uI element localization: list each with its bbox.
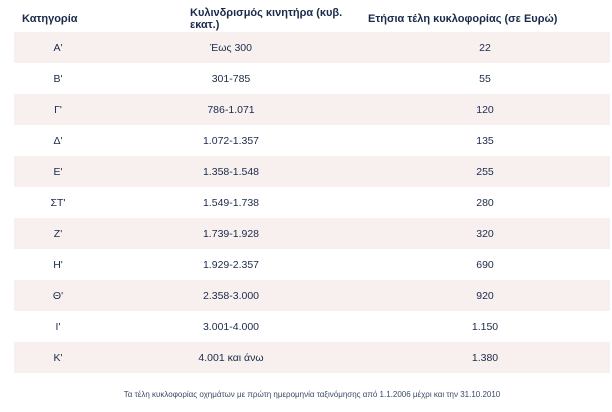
capacity-cell: 4.001 και άνω <box>102 342 360 373</box>
fee-cell: 255 <box>360 156 610 187</box>
category-cell: Α' <box>14 32 102 63</box>
capacity-cell: 1.358-1.548 <box>102 156 360 187</box>
table-header <box>14 6 610 32</box>
category-cell: Ζ' <box>14 218 102 249</box>
category-cell: Θ' <box>14 280 102 311</box>
table-row <box>14 187 610 218</box>
fee-cell: 320 <box>360 218 610 249</box>
circulation-fees-table <box>14 6 610 373</box>
capacity-cell: 2.358-3.000 <box>102 280 360 311</box>
table-row <box>14 63 610 94</box>
table-row <box>14 94 610 125</box>
category-cell: Δ' <box>14 125 102 156</box>
category-cell: Ε' <box>14 156 102 187</box>
capacity-cell: 1.929-2.357 <box>102 249 360 280</box>
table-row <box>14 280 610 311</box>
table-row <box>14 249 610 280</box>
table-row <box>14 311 610 342</box>
table-footnote: Τα τέλη κυκλοφορίας οχημάτων με πρώτη ημερομηνία ταξινόμησης από 1.1.2006 μέχρι και την 31.10.2010 <box>123 390 501 399</box>
capacity-cell: Έως 300 <box>102 32 360 63</box>
table-row <box>14 218 610 249</box>
fee-cell: 1.150 <box>360 311 610 342</box>
capacity-cell: 301-785 <box>102 63 360 94</box>
fee-cell: 920 <box>360 280 610 311</box>
table-row <box>14 342 610 373</box>
capacity-cell: 786-1.071 <box>102 94 360 125</box>
fee-cell: 120 <box>360 94 610 125</box>
capacity-cell: 3.001-4.000 <box>102 311 360 342</box>
header-category: Κατηγορία <box>22 13 78 25</box>
category-cell: ΣΤ' <box>14 187 102 218</box>
fee-cell: 55 <box>360 63 610 94</box>
capacity-cell: 1.739-1.928 <box>102 218 360 249</box>
capacity-cell: 1.549-1.738 <box>102 187 360 218</box>
fee-cell: 280 <box>360 187 610 218</box>
fee-cell: 1.380 <box>360 342 610 373</box>
category-cell: Ι' <box>14 311 102 342</box>
fee-cell: 22 <box>360 32 610 63</box>
fee-cell: 135 <box>360 125 610 156</box>
header-engine-capacity: Κυλινδρισμός κινητήρα (κυβ. εκατ.) <box>190 7 343 31</box>
table-body <box>14 32 610 373</box>
category-cell: Η' <box>14 249 102 280</box>
category-cell: Γ' <box>14 94 102 125</box>
fee-cell: 690 <box>360 249 610 280</box>
category-cell: Κ' <box>14 342 102 373</box>
header-row <box>14 6 610 32</box>
header-annual-fee: Ετήσια τέλη κυκλοφορίας (σε Ευρώ) <box>368 13 558 25</box>
table-row <box>14 156 610 187</box>
table-row <box>14 32 610 63</box>
table-row <box>14 125 610 156</box>
capacity-cell: 1.072-1.357 <box>102 125 360 156</box>
category-cell: Β' <box>14 63 102 94</box>
